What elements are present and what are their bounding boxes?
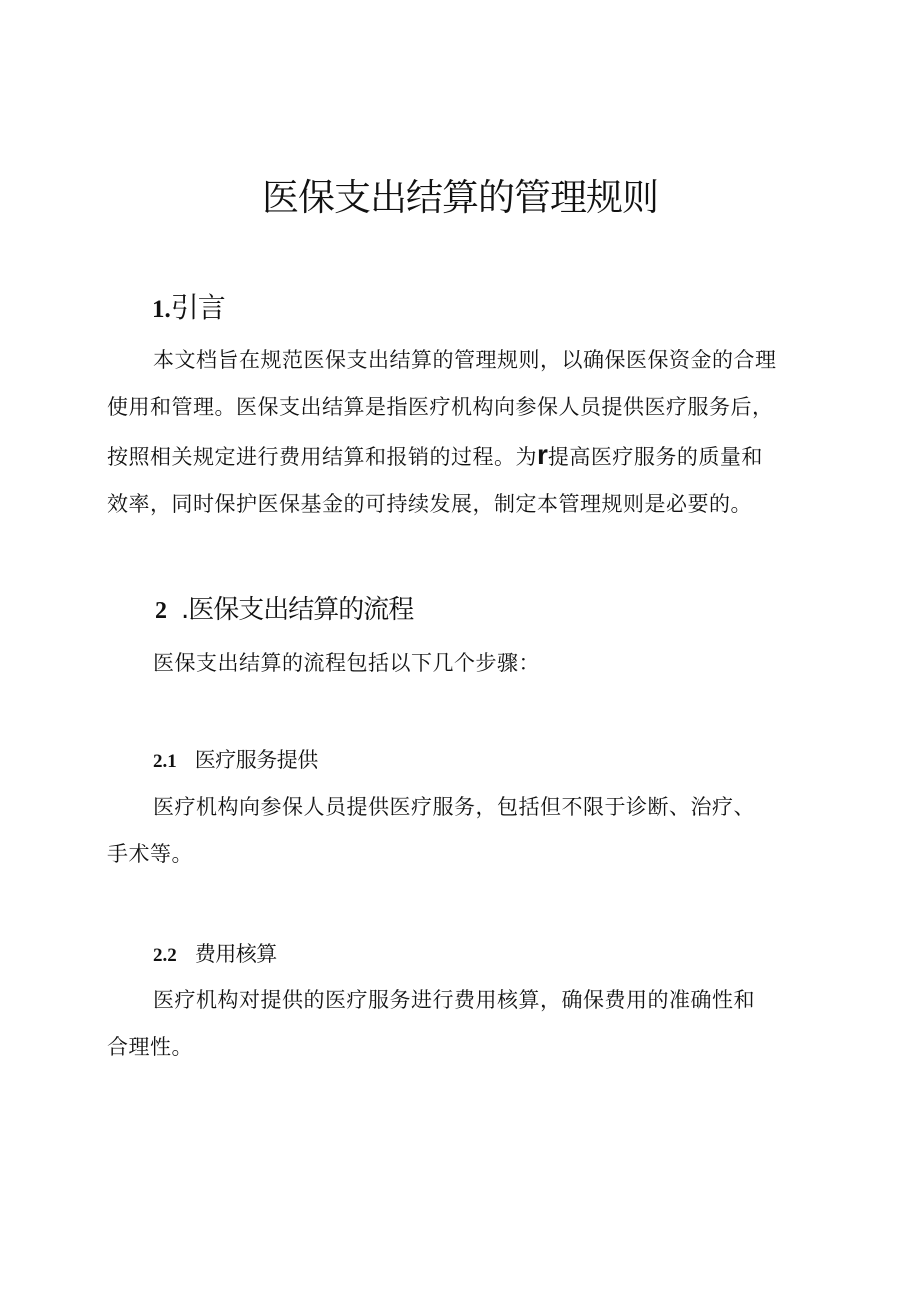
- section-1-paragraph: [107, 337, 827, 528]
- section-2-2-paragraph: [107, 977, 827, 1071]
- section-2-1-paragraph: [107, 784, 827, 878]
- stray-glyph: r: [537, 439, 548, 470]
- section-1-title: 引言: [170, 291, 225, 324]
- section-1-heading: [152, 288, 225, 330]
- section-2-1-title: 医疗服务提供: [194, 748, 318, 772]
- section-2-2-number: 2.2: [153, 945, 177, 966]
- section-2-heading: [155, 590, 413, 631]
- paragraph-line: 本文档旨在规范医保支出结算的管理规则，以确保医保资金的合理: [153, 348, 777, 372]
- paragraph-line: 合理性。: [107, 1035, 193, 1059]
- paragraph-text: 提高医疗服务的质量和: [547, 445, 763, 469]
- section-2-2-heading: [153, 938, 277, 972]
- paragraph-line: 医疗机构对提供的医疗服务进行费用核算，确保费用的准确性和: [153, 988, 755, 1012]
- document-title: 医保支出结算的管理规则: [262, 176, 658, 219]
- paragraph-line: 效率，同时保护医保基金的可持续发展，制定本管理规则是必要的。: [107, 492, 752, 516]
- paragraph-line: 医保支出结算的流程包括以下几个步骤：: [153, 651, 540, 675]
- section-2-title: .医保支出结算的流程: [181, 595, 414, 625]
- paragraph-text: 按照相关规定进行费用结算和报销的过程。为: [107, 445, 537, 469]
- paragraph-line: 手术等。: [107, 842, 193, 866]
- section-2-1-heading: [153, 744, 318, 778]
- section-2-number: 2: [155, 598, 167, 624]
- paragraph-line: 使用和管理。医保支出结算是指医疗机构向参保人员提供医疗服务后，: [107, 395, 774, 419]
- section-1-number: 1.: [152, 296, 171, 323]
- paragraph-line: 医疗机构向参保人员提供医疗服务，包括但不限于诊断、治疗、: [153, 795, 755, 819]
- section-2-intro: [153, 640, 853, 687]
- paragraph-line: [107, 431, 827, 481]
- section-2-1-number: 2.1: [153, 751, 177, 772]
- section-2-2-title: 费用核算: [194, 942, 277, 966]
